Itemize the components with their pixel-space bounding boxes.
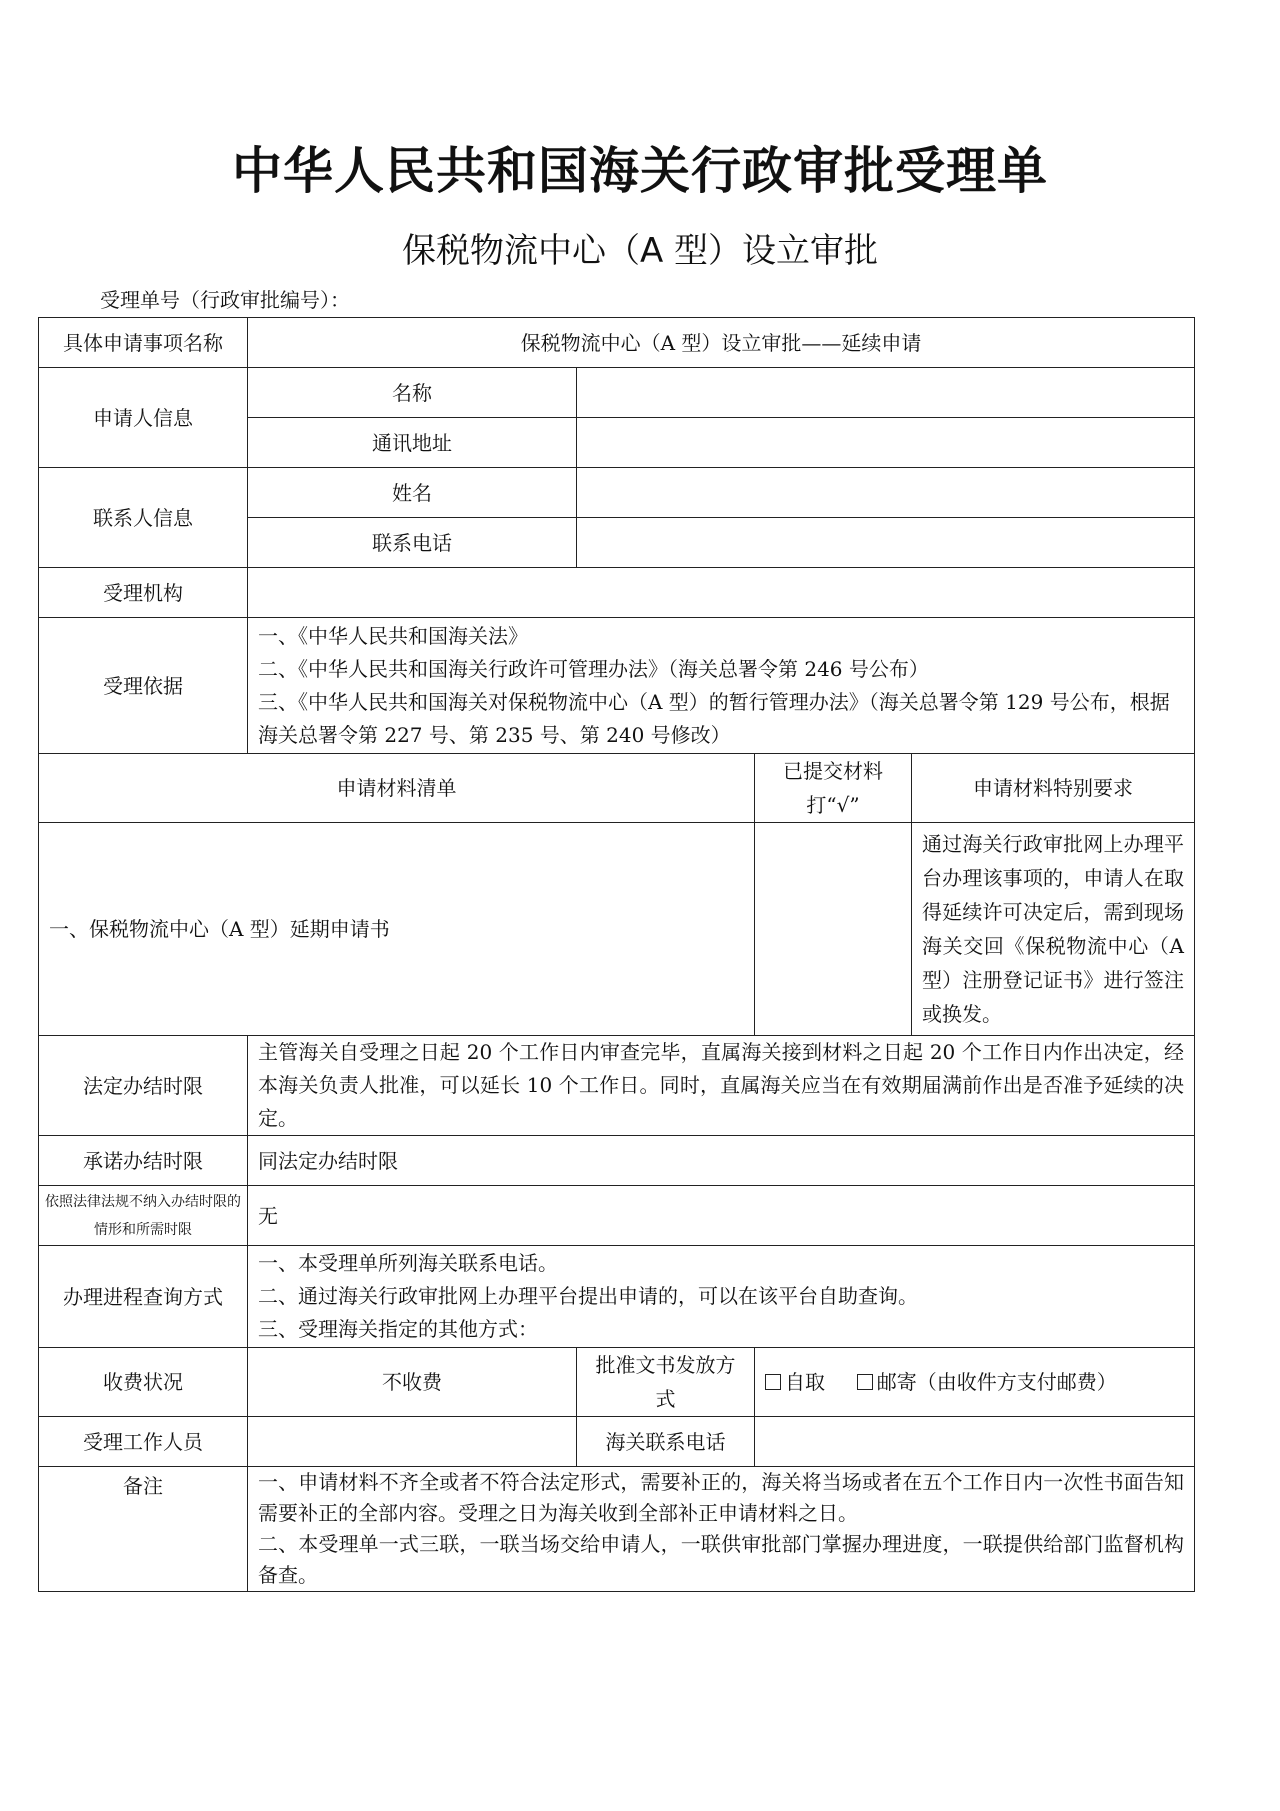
staff-row xyxy=(39,1417,1195,1467)
agency-row xyxy=(39,568,1195,618)
materials-header: 申请材料清单 xyxy=(39,754,755,823)
staff-field[interactable] xyxy=(248,1417,577,1467)
mail-label: 邮寄（由收件方支付邮费） xyxy=(876,1370,1117,1394)
customs-phone-field[interactable] xyxy=(755,1417,1195,1467)
applicant-name-label: 名称 xyxy=(248,368,577,418)
item-name-value: 保税物流中心（A 型）设立审批——延续申请 xyxy=(248,318,1195,368)
promise-limit-label: 承诺办结时限 xyxy=(39,1136,248,1186)
query-line: 二、通过海关行政审批网上办理平台提出申请的，可以在该平台自助查询。 xyxy=(258,1284,918,1308)
submitted-header: 已提交材料打“√” xyxy=(755,754,912,823)
acceptance-form-table xyxy=(38,317,1195,1592)
note-line: 一、申请材料不齐全或者不符合法定形式，需要补正的，海关将当场或者在五个工作日内一次性书面告知需要补正的全部内容。受理之日为海关收到全部补正申请材料之日。 xyxy=(258,1470,1184,1525)
item-name-label: 具体申请事项名称 xyxy=(39,318,248,368)
materials-header-row xyxy=(39,754,1195,823)
staff-label: 受理工作人员 xyxy=(39,1417,248,1467)
agency-label: 受理机构 xyxy=(39,568,248,618)
contact-phone-field[interactable] xyxy=(577,518,1195,568)
query-content xyxy=(248,1246,1195,1348)
contact-phone-label: 联系电话 xyxy=(248,518,577,568)
legal-limit-label: 法定办结时限 xyxy=(39,1036,248,1136)
query-row xyxy=(39,1246,1195,1348)
material-name: 一、保税物流中心（A 型）延期申请书 xyxy=(39,823,755,1036)
agency-field[interactable] xyxy=(248,568,1195,618)
document-subtitle: 保税物流中心（A 型）设立审批 xyxy=(401,231,879,271)
basis-content xyxy=(248,618,1195,754)
note-line: 二、本受理单一式三联，一联当场交给申请人，一联供审批部门掌握办理进度，一联提供给部门监督机构备查。 xyxy=(258,1532,1184,1587)
basis-line: 三、《中华人民共和国海关对保税物流中心（A 型）的暂行管理办法》（海关总署令第 129 号公布，根据海关总署令第 227 号、第 235 号、第 240 号修改） xyxy=(258,689,1170,747)
mail-checkbox[interactable] xyxy=(857,1374,873,1390)
applicant-name-row xyxy=(39,368,1195,418)
applicant-info-label: 申请人信息 xyxy=(39,368,248,468)
contact-name-label: 姓名 xyxy=(248,468,577,518)
delivery-options xyxy=(755,1348,1195,1417)
customs-phone-label: 海关联系电话 xyxy=(577,1417,755,1467)
excluded-limit-row xyxy=(39,1186,1195,1246)
query-line: 一、本受理单所列海关联系电话。 xyxy=(258,1251,558,1275)
legal-limit-row xyxy=(39,1036,1195,1136)
contact-name-field[interactable] xyxy=(577,468,1195,518)
applicant-address-label: 通讯地址 xyxy=(248,418,577,468)
item-name-row xyxy=(39,318,1195,368)
document-number-label: 受理单号（行政审批编号）： xyxy=(100,288,350,312)
fee-label: 收费状况 xyxy=(39,1348,248,1417)
promise-limit-row xyxy=(39,1136,1195,1186)
notes-content xyxy=(248,1467,1195,1592)
delivery-label: 批准文书发放方式 xyxy=(577,1348,755,1417)
notes-label: 备注 xyxy=(39,1467,248,1592)
excluded-limit-label: 依照法律法规不纳入办结时限的情形和所需时限 xyxy=(39,1186,248,1246)
material-submitted-checkbox[interactable] xyxy=(755,823,912,1036)
basis-line: 一、《中华人民共和国海关法》 xyxy=(258,623,528,648)
material-row xyxy=(39,823,1195,1036)
query-line: 三、受理海关指定的其他方式： xyxy=(258,1317,538,1341)
contact-info-label: 联系人信息 xyxy=(39,468,248,568)
query-label: 办理进程查询方式 xyxy=(39,1246,248,1348)
fee-row xyxy=(39,1348,1195,1417)
promise-limit-value: 同法定办结时限 xyxy=(248,1136,1195,1186)
basis-line: 二、《中华人民共和国海关行政许可管理办法》（海关总署令第 246 号公布） xyxy=(258,656,929,681)
basis-label: 受理依据 xyxy=(39,618,248,754)
requirements-header: 申请材料特别要求 xyxy=(912,754,1195,823)
notes-row xyxy=(39,1467,1195,1592)
legal-limit-value: 主管海关自受理之日起 20 个工作日内审查完毕，直属海关接到材料之日起 20 个工作日内作出决定，经本海关负责人批准，可以延长 10 个工作日。同时，直属海关应当在有效期届满前作出是否准予延续的决定。 xyxy=(248,1036,1195,1136)
excluded-limit-value: 无 xyxy=(248,1186,1195,1246)
applicant-name-field[interactable] xyxy=(577,368,1195,418)
self-pickup-checkbox[interactable] xyxy=(765,1374,781,1390)
material-requirement: 通过海关行政审批网上办理平台办理该事项的，申请人在取得延续许可决定后，需到现场海关交回《保税物流中心（A 型）注册登记证书》进行签注或换发。 xyxy=(912,823,1195,1036)
contact-name-row xyxy=(39,468,1195,518)
fee-value: 不收费 xyxy=(248,1348,577,1417)
applicant-address-field[interactable] xyxy=(577,418,1195,468)
document-title: 中华人民共和国海关行政审批受理单 xyxy=(232,142,1048,200)
self-pickup-label: 自取 xyxy=(785,1370,825,1394)
basis-row xyxy=(39,618,1195,754)
